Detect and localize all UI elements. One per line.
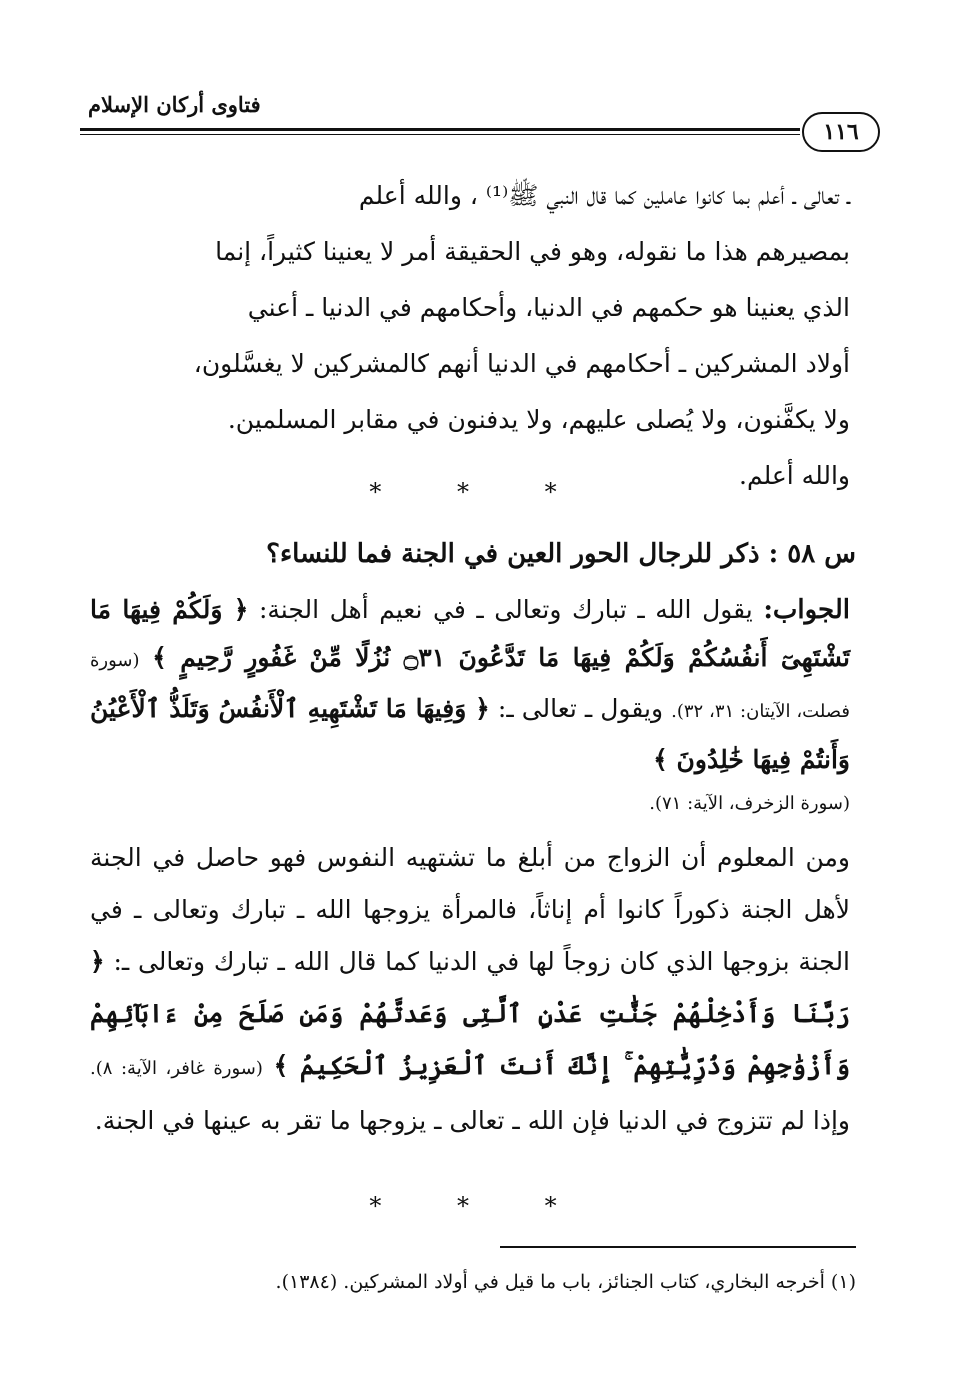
text-line: ولا يكفَّنون، ولا يُصلى عليهم، ولا يدفنون في مقابر المسلمين. (227, 405, 850, 434)
text-line: والله أعلم. (739, 461, 850, 490)
answer-block (90, 586, 850, 824)
running-title: فتاوى أركان الإسلام (88, 92, 261, 117)
page-header (80, 92, 880, 152)
quran-verse: ﴿ وَلَكُمْ فِيهَا مَا تَشْتَهِىٓ أَنفُسُكُمْ وَلَكُمْ فِيهَا مَا تَدَّعُونَ ۝٣١ نُزُلًا مِّنْ غَفُورٍ رَّحِيمٍ ﴾ (90, 595, 850, 672)
footnote: (١) أخرجه البخاري، كتاب الجنائز، باب ما قيل في أولاد المشركين. (١٣٨٤). (275, 1271, 856, 1293)
answer-paragraph (90, 586, 850, 784)
paragraph-ruling (90, 168, 850, 504)
section-separator: * * * (369, 1192, 591, 1220)
verse-reference: (سورة فصلت، الآيتان: ٣١، ٣٢). (90, 650, 851, 722)
footnote-divider (500, 1246, 856, 1248)
question-text: ذكر للرجال الحور العين في الجنة فما للنساء؟ (266, 539, 760, 569)
text-line: بمصيرهم هذا ما نقوله، وهو في الحقيقة أمر لا يعنينا كثيراً، إنما (215, 237, 850, 266)
answer-intro: يقول الله ـ تبارك وتعالى ـ في نعيم أهل الجنة: (258, 595, 753, 624)
text-line: أولاد المشركين ـ أحكامهم في الدنيا أنهم كالمشركين لا يغسَّلون، (193, 349, 850, 378)
section-separator: * * * (369, 478, 591, 506)
paragraph-marriage (90, 832, 850, 1147)
text-paragraph (90, 832, 850, 1147)
verse-reference: (سورة الزخرف، الآية: ٧١). (649, 793, 850, 814)
quran-verse: ﴿ رَبَّنَا وَأَدْخِلْهُمْ جَنَّٰتِ عَدْنٍ ٱلَّتِى وَعَدتَّهُمْ وَمَن صَلَحَ مِنْ ءَابَآئِهِمْ وَأَزْوَٰجِهِمْ وَذُرِّيَّٰتِهِمْ ۚ إِنَّكَ أَنتَ ٱلْعَزِيزُ ٱلْحَكِيمُ ﴾ (90, 947, 850, 1080)
header-rule-thin (80, 134, 800, 135)
text-line: الذي يعنينا هو حكمهم في الدنيا، وأحكامهم في الدنيا ـ أعني (247, 293, 850, 322)
paragraph-text: ومن المعلوم أن الزواج من أبلغ ما تشتهيه النفوس فهو حاصل في الجنة لأهل الجنة ذكوراً كانوا أم إناثاً، فالمرأة يزوجها الله ـ تبارك وتعالى ـ في الجنة بزوجها الذي كان زوجاً لها في الدنيا كما قال الله ـ تبارك وتعالى ـ: (90, 843, 851, 976)
quran-verse: ﴿ وَفِيهَا مَا تَشْتَهِيهِ ٱلْأَنفُسُ وَتَلَذُّ ٱلْأَعْيُنُ وَأَنتُمْ فِيهَا خَٰلِدُونَ ﴾ (90, 694, 850, 774)
page-number: ١١٦ (802, 112, 880, 152)
paragraph-text: وإذا لم تتزوج في الدنيا فإن الله ـ تعالى ـ يزوجها ما تقر به عينها في الجنة. (94, 1106, 850, 1135)
answer-label: الجواب: (763, 595, 850, 625)
text-line: ـ تعالى ـ أعلم بما كانوا عاملين كما قال النبي ﷺ⁽¹⁾ ، والله أعلم (358, 181, 850, 210)
verse-reference: (سورة غافر، الآية: ٨). (90, 1058, 263, 1079)
header-rule-thick (80, 128, 800, 131)
answer-connector: ويقول ـ تعالى ـ: (497, 694, 664, 723)
question-heading (90, 532, 856, 576)
question-number: س ٥٨ : (768, 539, 856, 569)
